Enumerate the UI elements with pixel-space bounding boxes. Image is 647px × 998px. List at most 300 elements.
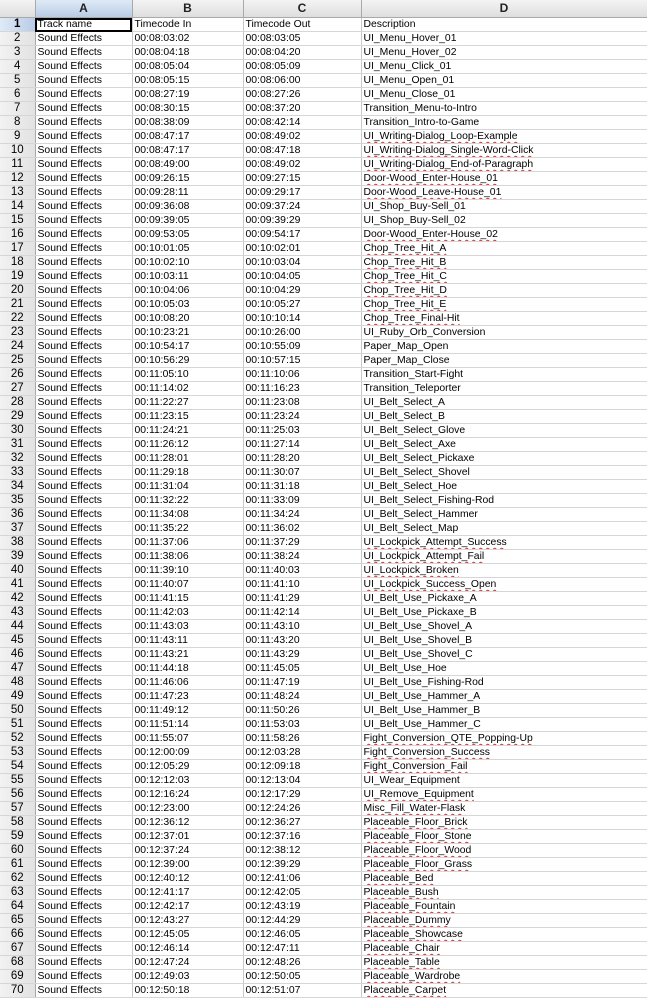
cell-timecode-in[interactable]: 00:11:43:21 <box>132 648 243 662</box>
row-header[interactable]: 59 <box>0 830 35 844</box>
row-header[interactable]: 69 <box>0 970 35 984</box>
cell-timecode-out[interactable]: 00:08:05:09 <box>243 60 361 74</box>
cell-track-name[interactable]: Sound Effects <box>35 536 132 550</box>
cell-description[interactable]: Chop_Tree_Hit_B <box>361 256 647 270</box>
cell-timecode-out[interactable]: 00:11:53:03 <box>243 718 361 732</box>
row-header[interactable]: 50 <box>0 704 35 718</box>
row-header[interactable]: 31 <box>0 438 35 452</box>
cell-timecode-in[interactable]: 00:08:04:18 <box>132 46 243 60</box>
cell-description[interactable]: UI_Belt_Use_Hammer_C <box>361 718 647 732</box>
cell-description[interactable]: UI_Belt_Select_A <box>361 396 647 410</box>
cell-track-name[interactable]: Sound Effects <box>35 942 132 956</box>
cell-track-name[interactable]: Sound Effects <box>35 760 132 774</box>
cell-track-name[interactable]: Sound Effects <box>35 578 132 592</box>
cell-timecode-in[interactable]: 00:12:46:14 <box>132 942 243 956</box>
select-all-corner[interactable] <box>0 0 35 18</box>
cell-timecode-in[interactable]: 00:08:03:02 <box>132 32 243 46</box>
cell-timecode-out[interactable]: 00:09:39:29 <box>243 214 361 228</box>
row-header[interactable]: 45 <box>0 634 35 648</box>
cell-description[interactable]: UI_Belt_Use_Fishing-Rod <box>361 676 647 690</box>
cell-timecode-out[interactable]: 00:11:41:29 <box>243 592 361 606</box>
cell-timecode-out[interactable]: 00:08:37:20 <box>243 102 361 116</box>
cell-description[interactable]: UI_Belt_Use_Pickaxe_B <box>361 606 647 620</box>
cell-description[interactable]: UI_Lockpick_Broken <box>361 564 647 578</box>
cell-timecode-out[interactable]: 00:12:44:29 <box>243 914 361 928</box>
row-header[interactable]: 37 <box>0 522 35 536</box>
cell-timecode-in[interactable]: 00:12:50:18 <box>132 984 243 998</box>
row-header[interactable]: 7 <box>0 102 35 116</box>
cell-track-name[interactable]: Sound Effects <box>35 928 132 942</box>
cell-timecode-out[interactable]: 00:11:45:05 <box>243 662 361 676</box>
cell-description[interactable]: Transition_Start-Fight <box>361 368 647 382</box>
cell-track-name[interactable]: Sound Effects <box>35 704 132 718</box>
cell-timecode-in[interactable]: 00:12:41:17 <box>132 886 243 900</box>
cell-timecode-in[interactable]: 00:12:47:24 <box>132 956 243 970</box>
cell-timecode-out[interactable]: 00:09:27:15 <box>243 172 361 186</box>
cell-timecode-in[interactable]: 00:12:37:01 <box>132 830 243 844</box>
cell-track-name[interactable]: Sound Effects <box>35 634 132 648</box>
row-header[interactable]: 34 <box>0 480 35 494</box>
row-header[interactable]: 21 <box>0 298 35 312</box>
row-header[interactable]: 67 <box>0 942 35 956</box>
row-header[interactable]: 27 <box>0 382 35 396</box>
row-header[interactable]: 64 <box>0 900 35 914</box>
cell-description[interactable]: UI_Menu_Click_01 <box>361 60 647 74</box>
cell-timecode-out[interactable]: 00:10:04:29 <box>243 284 361 298</box>
row-header[interactable]: 51 <box>0 718 35 732</box>
row-header[interactable]: 47 <box>0 662 35 676</box>
cell-description[interactable]: Transition_Menu-to-Intro <box>361 102 647 116</box>
cell-track-name[interactable]: Sound Effects <box>35 438 132 452</box>
cell-description[interactable]: Placeable_Floor_Stone <box>361 830 647 844</box>
cell-timecode-out[interactable]: 00:10:02:01 <box>243 242 361 256</box>
cell-timecode-in[interactable]: 00:08:47:17 <box>132 130 243 144</box>
cell-timecode-out[interactable]: 00:08:27:26 <box>243 88 361 102</box>
cell-description[interactable]: UI_Belt_Use_Hoe <box>361 662 647 676</box>
cell-timecode-out[interactable]: 00:12:50:05 <box>243 970 361 984</box>
row-header[interactable]: 53 <box>0 746 35 760</box>
row-header[interactable]: 24 <box>0 340 35 354</box>
row-header[interactable]: 30 <box>0 424 35 438</box>
cell-timecode-in[interactable]: 00:12:40:12 <box>132 872 243 886</box>
cell-timecode-out[interactable]: 00:11:37:29 <box>243 536 361 550</box>
cell-timecode-out[interactable]: 00:12:43:19 <box>243 900 361 914</box>
row-header[interactable]: 10 <box>0 144 35 158</box>
cell-description[interactable]: Placeable_Floor_Grass <box>361 858 647 872</box>
cell-timecode-in[interactable]: 00:11:14:02 <box>132 382 243 396</box>
cell-description[interactable]: Placeable_Carpet <box>361 984 647 998</box>
cell-description[interactable]: Chop_Tree_Hit_E <box>361 298 647 312</box>
cell-timecode-out[interactable]: 00:11:43:29 <box>243 648 361 662</box>
cell-timecode-in[interactable]: 00:08:05:15 <box>132 74 243 88</box>
cell-timecode-out[interactable]: 00:11:23:08 <box>243 396 361 410</box>
cell-track-name[interactable]: Sound Effects <box>35 382 132 396</box>
cell-timecode-in[interactable]: 00:11:41:15 <box>132 592 243 606</box>
cell-timecode-in[interactable]: 00:12:05:29 <box>132 760 243 774</box>
cell-timecode-out[interactable]: 00:11:40:03 <box>243 564 361 578</box>
cell-description[interactable]: Door-Wood_Enter-House_02 <box>361 228 647 242</box>
cell-timecode-out[interactable]: 00:11:34:24 <box>243 508 361 522</box>
cell-track-name[interactable]: Sound Effects <box>35 60 132 74</box>
cell-timecode-out[interactable]: 00:11:30:07 <box>243 466 361 480</box>
row-header[interactable]: 56 <box>0 788 35 802</box>
cell-timecode-in[interactable]: 00:11:38:06 <box>132 550 243 564</box>
cell-timecode-in[interactable]: 00:08:38:09 <box>132 116 243 130</box>
row-header[interactable]: 54 <box>0 760 35 774</box>
cell-timecode-out[interactable]: 00:11:27:14 <box>243 438 361 452</box>
cell-timecode-in[interactable]: 00:12:39:00 <box>132 858 243 872</box>
cell-description[interactable]: Placeable_Bed <box>361 872 647 886</box>
cell-track-name[interactable]: Sound Effects <box>35 592 132 606</box>
cell-track-name[interactable]: Sound Effects <box>35 816 132 830</box>
row-header[interactable]: 57 <box>0 802 35 816</box>
cell-timecode-in[interactable]: 00:11:26:12 <box>132 438 243 452</box>
cell-track-name[interactable]: Sound Effects <box>35 368 132 382</box>
cell-timecode-out[interactable]: 00:11:42:14 <box>243 606 361 620</box>
cell-timecode-in[interactable]: 00:11:44:18 <box>132 662 243 676</box>
cell-track-name[interactable]: Sound Effects <box>35 312 132 326</box>
row-header[interactable]: 65 <box>0 914 35 928</box>
cell-timecode-out[interactable]: 00:08:49:02 <box>243 158 361 172</box>
row-header[interactable]: 70 <box>0 984 35 998</box>
cell-description[interactable]: UI_Belt_Use_Hammer_A <box>361 690 647 704</box>
cell-description[interactable]: Placeable_Table <box>361 956 647 970</box>
row-header[interactable]: 6 <box>0 88 35 102</box>
row-header[interactable]: 1 <box>0 18 35 32</box>
column-header-b[interactable]: B <box>132 0 243 18</box>
row-header[interactable]: 13 <box>0 186 35 200</box>
cell-timecode-out[interactable]: 00:08:47:18 <box>243 144 361 158</box>
row-header[interactable]: 14 <box>0 200 35 214</box>
cell-timecode-out[interactable]: 00:11:28:20 <box>243 452 361 466</box>
row-header[interactable]: 42 <box>0 592 35 606</box>
cell-track-name[interactable]: Sound Effects <box>35 774 132 788</box>
cell-timecode-out[interactable]: 00:11:38:24 <box>243 550 361 564</box>
cell-description[interactable]: Placeable_Showcase <box>361 928 647 942</box>
cell-timecode-out[interactable]: 00:11:25:03 <box>243 424 361 438</box>
row-header[interactable]: 5 <box>0 74 35 88</box>
cell-timecode-in[interactable]: 00:08:30:15 <box>132 102 243 116</box>
cell-timecode-out[interactable]: 00:08:42:14 <box>243 116 361 130</box>
cell-track-name[interactable]: Sound Effects <box>35 746 132 760</box>
cell-description[interactable]: Misc_Fill_Water-Flask <box>361 802 647 816</box>
cell-timecode-out[interactable]: 00:12:24:26 <box>243 802 361 816</box>
cell-timecode-in[interactable]: 00:11:55:07 <box>132 732 243 746</box>
cell-track-name[interactable]: Sound Effects <box>35 116 132 130</box>
cell-track-name[interactable]: Sound Effects <box>35 620 132 634</box>
cell-timecode-out[interactable]: 00:11:43:20 <box>243 634 361 648</box>
row-header[interactable]: 25 <box>0 354 35 368</box>
cell-timecode-out[interactable]: 00:12:47:11 <box>243 942 361 956</box>
cell-timecode-out[interactable]: 00:10:55:09 <box>243 340 361 354</box>
cell-timecode-in[interactable]: 00:10:03:11 <box>132 270 243 284</box>
row-header[interactable]: 12 <box>0 172 35 186</box>
cell-track-name[interactable]: Sound Effects <box>35 214 132 228</box>
cell-timecode-in[interactable]: 00:11:40:07 <box>132 578 243 592</box>
row-header[interactable]: 38 <box>0 536 35 550</box>
cell-timecode-in[interactable]: 00:12:49:03 <box>132 970 243 984</box>
cell-timecode-out[interactable]: 00:11:50:26 <box>243 704 361 718</box>
cell-track-name[interactable]: Sound Effects <box>35 256 132 270</box>
cell-timecode-in[interactable]: 00:11:24:21 <box>132 424 243 438</box>
cell-timecode-out[interactable]: 00:09:37:24 <box>243 200 361 214</box>
cell-track-name[interactable]: Sound Effects <box>35 872 132 886</box>
row-header[interactable]: 60 <box>0 844 35 858</box>
row-header[interactable]: 61 <box>0 858 35 872</box>
cell-track-name[interactable]: Sound Effects <box>35 648 132 662</box>
cell-description[interactable]: UI_Writing-Dialog_End-of-Paragraph <box>361 158 647 172</box>
cell-description[interactable]: Placeable_Wardrobe <box>361 970 647 984</box>
cell-timecode-in[interactable]: 00:10:05:03 <box>132 298 243 312</box>
cell-timecode-out[interactable]: 00:11:31:18 <box>243 480 361 494</box>
cell-description[interactable]: UI_Belt_Use_Pickaxe_A <box>361 592 647 606</box>
cell-track-name[interactable]: Sound Effects <box>35 802 132 816</box>
cell-track-name[interactable]: Sound Effects <box>35 718 132 732</box>
cell-description[interactable]: Fight_Conversion_QTE_Popping-Up <box>361 732 647 746</box>
cell-timecode-out[interactable]: 00:12:51:07 <box>243 984 361 998</box>
cell-timecode-out[interactable]: 00:08:06:00 <box>243 74 361 88</box>
cell-timecode-out[interactable]: 00:10:03:04 <box>243 256 361 270</box>
cell-track-name[interactable]: Sound Effects <box>35 452 132 466</box>
cell-description[interactable]: Placeable_Chair <box>361 942 647 956</box>
cell-timecode-out[interactable]: 00:12:37:16 <box>243 830 361 844</box>
cell-description[interactable]: UI_Belt_Use_Hammer_B <box>361 704 647 718</box>
row-header[interactable]: 28 <box>0 396 35 410</box>
cell-timecode-in[interactable]: 00:11:39:10 <box>132 564 243 578</box>
cell-description[interactable]: Chop_Tree_Hit_D <box>361 284 647 298</box>
cell-timecode-out[interactable]: 00:11:41:10 <box>243 578 361 592</box>
cell-timecode-in[interactable]: 00:09:39:05 <box>132 214 243 228</box>
cell-description[interactable]: UI_Belt_Select_Pickaxe <box>361 452 647 466</box>
row-header[interactable]: 63 <box>0 886 35 900</box>
cell-track-name[interactable]: Sound Effects <box>35 732 132 746</box>
cell-timecode-in[interactable]: 00:11:23:15 <box>132 410 243 424</box>
cell-timecode-out[interactable]: 00:11:16:23 <box>243 382 361 396</box>
cell-timecode-out[interactable]: 00:12:03:28 <box>243 746 361 760</box>
cell-timecode-out[interactable]: 00:12:13:04 <box>243 774 361 788</box>
row-header[interactable]: 33 <box>0 466 35 480</box>
row-header[interactable]: 23 <box>0 326 35 340</box>
row-header[interactable]: 17 <box>0 242 35 256</box>
cell-description[interactable]: UI_Ruby_Orb_Conversion <box>361 326 647 340</box>
cell-timecode-in[interactable]: 00:09:28:11 <box>132 186 243 200</box>
cell-description[interactable]: UI_Lockpick_Attempt_Success <box>361 536 647 550</box>
cell-track-name[interactable]: Sound Effects <box>35 200 132 214</box>
cell-timecode-out[interactable]: 00:11:48:24 <box>243 690 361 704</box>
cell-timecode-in[interactable]: 00:12:42:17 <box>132 900 243 914</box>
cell-timecode-in[interactable]: 00:08:49:00 <box>132 158 243 172</box>
row-header[interactable]: 40 <box>0 564 35 578</box>
cell-track-name[interactable]: Sound Effects <box>35 844 132 858</box>
cell-track-name[interactable]: Sound Effects <box>35 564 132 578</box>
cell-track-name[interactable]: Sound Effects <box>35 508 132 522</box>
cell-track-name[interactable]: Sound Effects <box>35 172 132 186</box>
cell-timecode-out[interactable]: 00:12:09:18 <box>243 760 361 774</box>
cell-timecode-in[interactable]: 00:11:43:11 <box>132 634 243 648</box>
cell-track-name[interactable]: Sound Effects <box>35 102 132 116</box>
cell-timecode-out[interactable]: 00:11:23:24 <box>243 410 361 424</box>
cell-track-name[interactable]: Sound Effects <box>35 662 132 676</box>
cell-track-name[interactable]: Sound Effects <box>35 900 132 914</box>
cell-description[interactable]: UI_Belt_Use_Shovel_C <box>361 648 647 662</box>
row-header[interactable]: 66 <box>0 928 35 942</box>
cell-track-name[interactable]: Sound Effects <box>35 284 132 298</box>
cell-description[interactable]: UI_Belt_Select_B <box>361 410 647 424</box>
cell-track-name[interactable]: Sound Effects <box>35 144 132 158</box>
cell-timecode-out[interactable]: 00:10:57:15 <box>243 354 361 368</box>
column-header-a[interactable]: A <box>35 0 132 18</box>
cell-track-name[interactable]: Sound Effects <box>35 270 132 284</box>
cell-timecode-out[interactable]: 00:11:10:06 <box>243 368 361 382</box>
cell-description[interactable]: UI_Belt_Select_Glove <box>361 424 647 438</box>
cell-timecode-in[interactable]: 00:11:49:12 <box>132 704 243 718</box>
cell-description[interactable]: UI_Belt_Select_Hoe <box>361 480 647 494</box>
row-header[interactable]: 52 <box>0 732 35 746</box>
cell-timecode-out[interactable]: 00:12:17:29 <box>243 788 361 802</box>
cell-track-name[interactable]: Sound Effects <box>35 46 132 60</box>
row-header[interactable]: 16 <box>0 228 35 242</box>
row-header[interactable]: 19 <box>0 270 35 284</box>
cell-description[interactable]: Placeable_Floor_Brick <box>361 816 647 830</box>
cell-timecode-in[interactable]: 00:12:36:12 <box>132 816 243 830</box>
row-header[interactable]: 26 <box>0 368 35 382</box>
cell-description[interactable]: Chop_Tree_Hit_C <box>361 270 647 284</box>
cell-track-name[interactable]: Sound Effects <box>35 242 132 256</box>
cell-track-name[interactable]: Sound Effects <box>35 984 132 998</box>
cell-timecode-out[interactable]: 00:11:58:26 <box>243 732 361 746</box>
cell-timecode-in[interactable]: 00:12:43:27 <box>132 914 243 928</box>
cell-track-name[interactable]: Sound Effects <box>35 494 132 508</box>
row-header[interactable]: 55 <box>0 774 35 788</box>
cell-track-name[interactable]: Sound Effects <box>35 298 132 312</box>
cell-timecode-out[interactable]: 00:12:48:26 <box>243 956 361 970</box>
cell-timecode-in[interactable]: 00:11:31:04 <box>132 480 243 494</box>
row-header[interactable]: 15 <box>0 214 35 228</box>
cell-timecode-out[interactable]: 00:12:42:05 <box>243 886 361 900</box>
cell-timecode-in[interactable]: 00:12:45:05 <box>132 928 243 942</box>
column-header-c[interactable]: C <box>243 0 361 18</box>
cell-timecode-in[interactable]: 00:11:42:03 <box>132 606 243 620</box>
cell-description[interactable]: UI_Menu_Hover_01 <box>361 32 647 46</box>
cell-track-name[interactable]: Sound Effects <box>35 606 132 620</box>
cell-timecode-in[interactable]: 00:09:36:08 <box>132 200 243 214</box>
row-header[interactable]: 41 <box>0 578 35 592</box>
cell-track-name[interactable]: Sound Effects <box>35 32 132 46</box>
row-header[interactable]: 68 <box>0 956 35 970</box>
cell-timecode-in[interactable]: 00:09:53:05 <box>132 228 243 242</box>
cell-track-name[interactable]: Sound Effects <box>35 354 132 368</box>
cell-track-name[interactable]: Sound Effects <box>35 424 132 438</box>
cell-timecode-out[interactable]: 00:12:38:12 <box>243 844 361 858</box>
cell-timecode-in[interactable]: 00:10:04:06 <box>132 284 243 298</box>
row-header[interactable]: 4 <box>0 60 35 74</box>
row-header[interactable]: 29 <box>0 410 35 424</box>
cell-timecode-in[interactable]: 00:11:28:01 <box>132 452 243 466</box>
cell-track-name[interactable]: Sound Effects <box>35 690 132 704</box>
cell-description[interactable]: UI_Belt_Use_Shovel_A <box>361 620 647 634</box>
row-header[interactable]: 36 <box>0 508 35 522</box>
cell-timecode-in[interactable]: 00:12:00:09 <box>132 746 243 760</box>
cell-timecode-in[interactable]: 00:10:56:29 <box>132 354 243 368</box>
row-header[interactable]: 49 <box>0 690 35 704</box>
row-header[interactable]: 46 <box>0 648 35 662</box>
cell-description[interactable]: Transition_Intro-to-Game <box>361 116 647 130</box>
cell-timecode-in[interactable]: 00:11:47:23 <box>132 690 243 704</box>
cell-timecode-out[interactable]: 00:09:29:17 <box>243 186 361 200</box>
cell-description[interactable]: UI_Belt_Use_Shovel_B <box>361 634 647 648</box>
cell-track-name[interactable]: Sound Effects <box>35 970 132 984</box>
cell-timecode-in[interactable]: 00:11:43:03 <box>132 620 243 634</box>
cell-track-name[interactable]: Sound Effects <box>35 158 132 172</box>
cell-description[interactable]: Transition_Teleporter <box>361 382 647 396</box>
cell-track-name[interactable]: Sound Effects <box>35 886 132 900</box>
cell-timecode-out[interactable]: 00:10:05:27 <box>243 298 361 312</box>
cell-timecode-in[interactable]: 00:11:35:22 <box>132 522 243 536</box>
cell-description[interactable]: Chop_Tree_Hit_A <box>361 242 647 256</box>
cell-description[interactable]: Paper_Map_Open <box>361 340 647 354</box>
row-header[interactable]: 62 <box>0 872 35 886</box>
cell-description[interactable]: UI_Shop_Buy-Sell_01 <box>361 200 647 214</box>
cell-description[interactable]: UI_Menu_Open_01 <box>361 74 647 88</box>
cell-timecode-in[interactable]: 00:11:34:08 <box>132 508 243 522</box>
cell-track-name[interactable]: Track name <box>35 18 132 32</box>
cell-track-name[interactable]: Sound Effects <box>35 410 132 424</box>
cell-track-name[interactable]: Sound Effects <box>35 480 132 494</box>
cell-track-name[interactable]: Sound Effects <box>35 466 132 480</box>
cell-description[interactable]: Placeable_Dummy <box>361 914 647 928</box>
cell-description[interactable]: Description <box>361 18 647 32</box>
cell-description[interactable]: UI_Writing-Dialog_Loop-Example <box>361 130 647 144</box>
cell-description[interactable]: Placeable_Fountain <box>361 900 647 914</box>
cell-timecode-in[interactable]: 00:11:51:14 <box>132 718 243 732</box>
cell-timecode-out[interactable]: 00:08:03:05 <box>243 32 361 46</box>
row-header[interactable]: 58 <box>0 816 35 830</box>
cell-track-name[interactable]: Sound Effects <box>35 74 132 88</box>
cell-timecode-in[interactable]: 00:09:26:15 <box>132 172 243 186</box>
cell-track-name[interactable]: Sound Effects <box>35 956 132 970</box>
cell-description[interactable]: Fight_Conversion_Fail <box>361 760 647 774</box>
row-header[interactable]: 48 <box>0 676 35 690</box>
cell-timecode-in[interactable]: 00:11:22:27 <box>132 396 243 410</box>
row-header[interactable]: 18 <box>0 256 35 270</box>
cell-timecode-in[interactable]: 00:12:23:00 <box>132 802 243 816</box>
cell-timecode-out[interactable]: 00:12:39:29 <box>243 858 361 872</box>
cell-timecode-out[interactable]: 00:10:04:05 <box>243 270 361 284</box>
row-header[interactable]: 44 <box>0 620 35 634</box>
cell-description[interactable]: Door-Wood_Enter-House_01 <box>361 172 647 186</box>
cell-track-name[interactable]: Sound Effects <box>35 396 132 410</box>
cell-description[interactable]: UI_Lockpick_Attempt_Fail <box>361 550 647 564</box>
cell-timecode-out[interactable]: 00:12:41:06 <box>243 872 361 886</box>
cell-timecode-in[interactable]: 00:11:29:18 <box>132 466 243 480</box>
cell-timecode-out[interactable]: 00:10:26:00 <box>243 326 361 340</box>
cell-timecode-in[interactable]: 00:11:05:10 <box>132 368 243 382</box>
cell-description[interactable]: Door-Wood_Leave-House_01 <box>361 186 647 200</box>
row-header[interactable]: 20 <box>0 284 35 298</box>
cell-track-name[interactable]: Sound Effects <box>35 228 132 242</box>
cell-description[interactable]: UI_Belt_Select_Hammer <box>361 508 647 522</box>
cell-description[interactable]: UI_Remove_Equipment <box>361 788 647 802</box>
cell-timecode-out[interactable]: 00:10:10:14 <box>243 312 361 326</box>
cell-track-name[interactable]: Sound Effects <box>35 550 132 564</box>
row-header[interactable]: 9 <box>0 130 35 144</box>
cell-timecode-out[interactable]: Timecode Out <box>243 18 361 32</box>
cell-description[interactable]: Chop_Tree_Final-Hit <box>361 312 647 326</box>
cell-timecode-out[interactable]: 00:08:04:20 <box>243 46 361 60</box>
row-header[interactable]: 8 <box>0 116 35 130</box>
row-header[interactable]: 35 <box>0 494 35 508</box>
cell-description[interactable]: UI_Lockpick_Success_Open <box>361 578 647 592</box>
